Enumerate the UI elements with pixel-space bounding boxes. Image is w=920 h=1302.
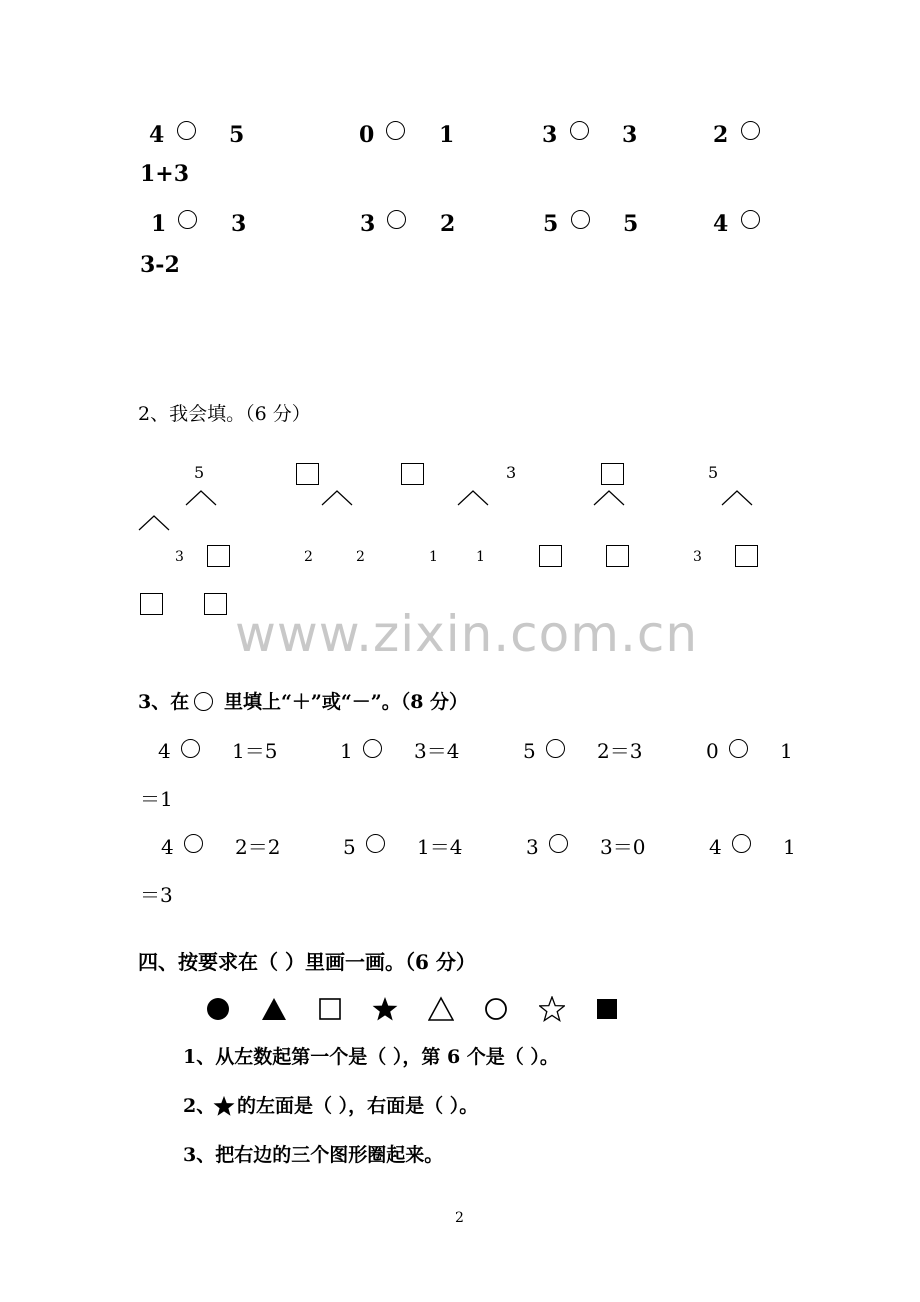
blank-circle[interactable]	[546, 739, 565, 758]
number: 5	[708, 463, 719, 482]
branch-icon	[721, 490, 753, 506]
operand: 0	[706, 739, 719, 763]
number: 3	[542, 122, 558, 148]
blank-box[interactable]	[207, 545, 230, 567]
hollow-square-icon	[317, 996, 343, 1022]
circle-icon	[194, 692, 213, 711]
blank-circle[interactable]	[177, 121, 196, 140]
number: 3	[175, 549, 184, 565]
equation-rest: ＝3	[140, 883, 173, 907]
blank-box[interactable]	[140, 593, 163, 615]
hollow-triangle-icon	[428, 996, 454, 1022]
blank-circle[interactable]	[549, 834, 568, 853]
blank-circle[interactable]	[178, 210, 197, 229]
filled-circle-icon	[205, 996, 231, 1022]
equation-rest: 1＝4	[417, 835, 463, 859]
branch-icon	[593, 490, 625, 506]
section-title: 2、我会填。（6 分）	[138, 403, 311, 425]
number: 3	[506, 463, 517, 482]
operand: 4	[158, 739, 171, 763]
section-title-prefix: 3、在	[138, 691, 190, 713]
blank-circle[interactable]	[181, 739, 200, 758]
operand: 5	[523, 739, 536, 763]
equation-rest: 1	[783, 835, 796, 859]
expression: 1+3	[140, 161, 190, 187]
blank-box[interactable]	[735, 545, 758, 567]
filled-triangle-icon	[261, 996, 287, 1022]
equation-rest: 2＝3	[597, 739, 643, 763]
number: 5	[229, 122, 245, 148]
equation-rest: 2＝2	[235, 835, 281, 859]
question-3: 3、把右边的三个图形圈起来。	[183, 1144, 444, 1166]
branch-icon	[457, 490, 489, 506]
section-title: 里填上“＋”或“－”。（8 分）	[224, 691, 469, 713]
operand: 1	[340, 739, 353, 763]
blank-box[interactable]	[296, 463, 319, 485]
blank-box[interactable]	[204, 593, 227, 615]
blank-box[interactable]	[539, 545, 562, 567]
blank-circle[interactable]	[729, 739, 748, 758]
number: 5	[543, 211, 559, 237]
blank-circle[interactable]	[184, 834, 203, 853]
filled-square-icon	[594, 996, 620, 1022]
blank-circle[interactable]	[366, 834, 385, 853]
number: 3	[231, 211, 247, 237]
blank-circle[interactable]	[741, 121, 760, 140]
number: 0	[359, 122, 375, 148]
page-number: 2	[455, 1210, 464, 1226]
question-2-prefix: 2、	[183, 1095, 216, 1117]
number: 4	[149, 122, 165, 148]
blank-circle[interactable]	[570, 121, 589, 140]
filled-star-icon	[213, 1095, 235, 1117]
branch-icon	[321, 490, 353, 506]
hollow-circle-icon	[483, 996, 509, 1022]
blank-box[interactable]	[601, 463, 624, 485]
number: 1	[429, 549, 438, 565]
hollow-star-icon	[539, 996, 565, 1022]
operand: 3	[526, 835, 539, 859]
number: 1	[151, 211, 167, 237]
number: 1	[476, 549, 485, 565]
equation-rest: 1	[780, 739, 793, 763]
blank-circle[interactable]	[741, 210, 760, 229]
number: 2	[440, 211, 456, 237]
number: 3	[360, 211, 376, 237]
equation-rest: ＝1	[140, 787, 173, 811]
branch-icon	[138, 515, 170, 531]
number: 2	[713, 122, 729, 148]
section-title: 四、按要求在（ ）里画一画。（6 分）	[138, 950, 476, 974]
blank-box[interactable]	[606, 545, 629, 567]
question-2: 的左面是（ ），右面是（ ）。	[237, 1095, 479, 1117]
number: 5	[194, 463, 205, 482]
operand: 5	[343, 835, 356, 859]
equation-rest: 1＝5	[232, 739, 278, 763]
expression: 3-2	[140, 252, 180, 278]
equation-rest: 3＝4	[414, 739, 460, 763]
number: 1	[439, 122, 455, 148]
operand: 4	[709, 835, 722, 859]
operand: 4	[161, 835, 174, 859]
branch-icon	[185, 490, 217, 506]
filled-star-icon	[372, 996, 398, 1022]
blank-box[interactable]	[401, 463, 424, 485]
blank-circle[interactable]	[571, 210, 590, 229]
blank-circle[interactable]	[732, 834, 751, 853]
question-1: 1、从左数起第一个是（ ），第 6 个是（ ）。	[183, 1046, 559, 1068]
blank-circle[interactable]	[387, 210, 406, 229]
watermark: www.zixin.com.cn	[235, 605, 699, 663]
blank-circle[interactable]	[386, 121, 405, 140]
number: 5	[623, 211, 639, 237]
blank-circle[interactable]	[363, 739, 382, 758]
number: 3	[622, 122, 638, 148]
number: 2	[356, 549, 365, 565]
number: 4	[713, 211, 729, 237]
equation-rest: 3＝0	[600, 835, 646, 859]
number: 2	[304, 549, 313, 565]
number: 3	[693, 549, 702, 565]
